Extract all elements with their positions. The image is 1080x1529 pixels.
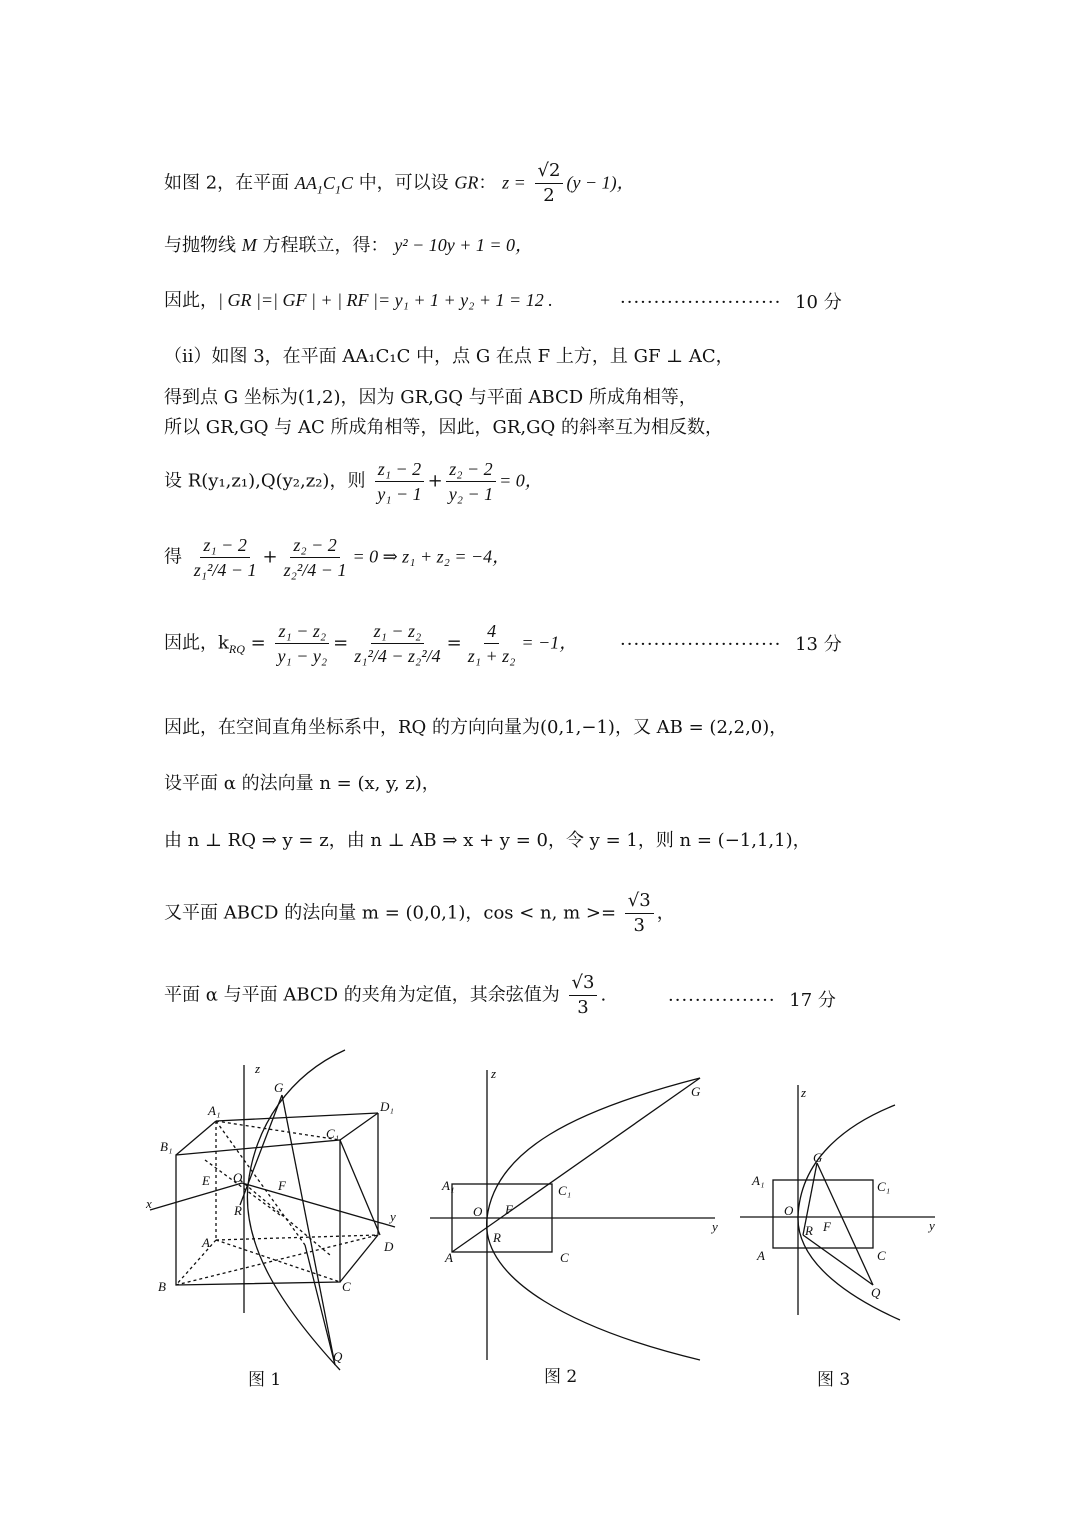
- fig3-label-O: O: [784, 1203, 794, 1218]
- fig2-label-A1: A₁: [442, 1178, 455, 1193]
- line-AG: [452, 1078, 700, 1252]
- denominator: 3: [633, 915, 645, 936]
- line-7: 设 R(y₁,z₁),Q(y₂,z₂)，则 $\frac{\text{z₁ − 2}}{\text{y₁ − 1}}$ + $\frac{\text{z₂ − 2}}{\text{y₂ − 1}}$ = 0，: [164, 459, 543, 504]
- score-17: [668, 986, 836, 1012]
- fig1-label-C1: C₁: [326, 1126, 340, 1141]
- line-10: 因此，在空间直角坐标系中，RQ 的方向向量为(0,1,−1)，又 AB = (2,2,0)，: [164, 717, 788, 738]
- numerator: z₂ − 2: [290, 534, 339, 558]
- fig3-label-A: A: [757, 1248, 765, 1263]
- parabola-label: M: [241, 235, 257, 255]
- line-4: （ii）如图 3，在平面 AA₁C₁C 中，点 G 在点 F 上方，且 GF ⊥ AC，: [164, 346, 734, 367]
- denominator: z₁²/4 − z₂²/4: [354, 646, 441, 666]
- fig2-label-y: y: [712, 1219, 718, 1234]
- line-12: 由 n ⊥ RQ ⇒ y = z，由 n ⊥ AB ⇒ x + y = 0，令 y = 1，则 n = (−1,1,1)，: [164, 830, 811, 851]
- line-14: [164, 972, 606, 1019]
- fig1-label-y: y: [390, 1209, 396, 1224]
- text: 如图 2，在平面: [164, 172, 290, 194]
- text: 与抛物线: [164, 235, 236, 256]
- fig1-label-x: x: [146, 1196, 152, 1211]
- numerator: z₁ − 2: [200, 534, 249, 558]
- line-1: 如图 2，在平面 $AA_1C_1C$ 中，可以设 GR： z = $\frac{√2}{2}$ (y − 1)，: [164, 160, 635, 206]
- text: 中，可以设: [358, 172, 449, 194]
- score-10: [620, 288, 842, 314]
- fig3-label-z: z: [801, 1085, 807, 1100]
- denominator: 3: [577, 997, 589, 1018]
- numerator: √2: [535, 160, 564, 184]
- numerator: √3: [625, 890, 654, 914]
- fig2-label-C: C: [560, 1250, 569, 1265]
- fig1-label-G: G: [274, 1080, 284, 1095]
- fig2-label-G: G: [691, 1084, 701, 1099]
- numerator: √3: [569, 972, 598, 996]
- numerator: z₁ − z₂: [371, 620, 425, 644]
- fig3-label-C1: C₁: [877, 1179, 891, 1194]
- fig2-label-O: O: [473, 1204, 483, 1219]
- plane-label: AA: [294, 172, 317, 193]
- formula: y² − 10y + 1 = 0，: [394, 235, 534, 255]
- fig1-label-F: F: [278, 1178, 286, 1193]
- denominator: z₂²/4 − 1: [283, 560, 347, 580]
- fig3-label-R: R: [805, 1223, 813, 1238]
- leader-dots: ························: [620, 634, 782, 655]
- fig1-label-Q: Q: [333, 1349, 343, 1364]
- text: 设 R(y₁,z₁),Q(y₂,z₂)，则: [164, 470, 366, 492]
- line-9: 因此，$k_{RQ}$ = $\frac{\text{z₁ − z₂}}{\text{y₁ − y₂}}$ = $\frac{\text{z₁ − z₂}}{\text{z₁²/4 − z₂²/4}}$ = $\frac{4}{\text{z₁ + z₂}}$ = −1，: [164, 621, 578, 666]
- formula: = 0，: [499, 470, 543, 491]
- text: .: [600, 984, 607, 1006]
- text: 因此，: [164, 290, 218, 311]
- text: 又平面 ABCD 的法向量 m = (0,0,1)，cos < n, m >=: [164, 902, 617, 924]
- fig2-label-A: A: [445, 1250, 453, 1265]
- fig1-label-O: O: [233, 1170, 243, 1185]
- figure-1: [130, 1045, 410, 1385]
- fig1-label-A1: A₁: [208, 1103, 221, 1118]
- text: 平面 α 与平面 ABCD 的夹角为定值，其余弦值为: [164, 984, 560, 1006]
- fig2-label-R: R: [493, 1230, 501, 1245]
- fig1-label-R: R: [234, 1203, 242, 1218]
- formula: | GR |=| GF | + | RF |= y₁ + 1 + y₂ + 1 = 12 .: [218, 290, 553, 310]
- segment-gr: GR: [454, 172, 479, 193]
- parabola: [798, 1105, 900, 1320]
- figure-3: [735, 1075, 945, 1325]
- fig1-label-B: B: [158, 1279, 166, 1294]
- line-11: 设平面 α 的法向量 n = (x, y, z)，: [164, 773, 440, 794]
- text: ：: [478, 172, 497, 194]
- fig3-label-A1: A₁: [752, 1173, 765, 1188]
- formula: (y − 1)，: [566, 172, 635, 193]
- fig1-label-z: z: [255, 1061, 261, 1076]
- fig1-label-C: C: [342, 1279, 351, 1294]
- denominator: y₂ − 1: [448, 484, 494, 504]
- fig1-label-E: E: [202, 1173, 210, 1188]
- score-label: 17 分: [789, 990, 836, 1011]
- formula: = 0 ⇒ z₁ + z₂ = −4，: [352, 546, 511, 567]
- text: 得: [164, 546, 182, 568]
- fig3-label-Q: Q: [871, 1285, 881, 1300]
- leader-dots: ················: [668, 990, 776, 1011]
- figure-3-caption: 图 3: [817, 1370, 851, 1390]
- denominator: z₁²/4 − 1: [193, 560, 257, 580]
- text: ，: [656, 902, 675, 924]
- line-6: 所以 GR,GQ 与 AC 所成角相等，因此，GR,GQ 的斜率互为相反数，: [164, 417, 723, 438]
- denominator: z₁ + z₂: [467, 646, 516, 666]
- fig3-label-C: C: [877, 1248, 886, 1263]
- figure-2: [425, 1060, 725, 1370]
- parabola: [487, 1078, 700, 1360]
- fig3-label-G: G: [813, 1150, 823, 1165]
- leader-dots: ························: [620, 292, 782, 313]
- fig1-label-D: D: [384, 1239, 394, 1254]
- denominator: 2: [543, 185, 555, 206]
- fig3-label-F: F: [823, 1219, 831, 1234]
- fig2-label-C1: C₁: [558, 1183, 572, 1198]
- line-2: [164, 233, 533, 258]
- formula: = −1，: [521, 632, 578, 653]
- score-label: 10 分: [795, 292, 842, 313]
- fig2-label-z: z: [491, 1066, 497, 1081]
- score-13: [620, 630, 842, 656]
- text: 方程联立，得：: [262, 235, 389, 256]
- score-label: 13 分: [795, 634, 842, 655]
- line-8: 得 $\frac{\text{z₁ − 2}}{\text{z₁²/4 − 1}}$ + $\frac{\text{z₂ − 2}}{\text{z₂²/4 − 1}}$ = 0 ⇒ z₁ + z₂ = −4，: [164, 535, 511, 580]
- fig1-label-B1: B₁: [160, 1139, 173, 1154]
- denominator: y₁ − y₂: [277, 646, 328, 666]
- numerator: 4: [484, 620, 499, 644]
- numerator: z₁ − 2: [375, 458, 424, 482]
- denominator: y₁ − 1: [377, 484, 422, 504]
- fig2-label-F: F: [505, 1202, 513, 1217]
- numerator: z₁ − z₂: [275, 620, 329, 644]
- fig1-label-D1: D₁: [380, 1099, 394, 1114]
- line-3: [164, 288, 553, 313]
- fraction-sqrt2-over-2: [535, 160, 564, 207]
- numerator: z₂ − 2: [446, 458, 495, 482]
- subscript: RQ: [228, 642, 245, 657]
- figure-1-caption: 图 1: [248, 1370, 282, 1390]
- line-5: 得到点 G 坐标为(1,2)，因为 GR,GQ 与平面 ABCD 所成角相等，: [164, 387, 697, 408]
- line-13: [164, 890, 675, 937]
- fig1-label-A: A: [202, 1235, 210, 1250]
- text: 因此，k: [164, 632, 229, 654]
- figure-2-caption: 图 2: [544, 1367, 578, 1387]
- fig3-label-y: y: [929, 1218, 935, 1233]
- formula: z =: [502, 172, 526, 193]
